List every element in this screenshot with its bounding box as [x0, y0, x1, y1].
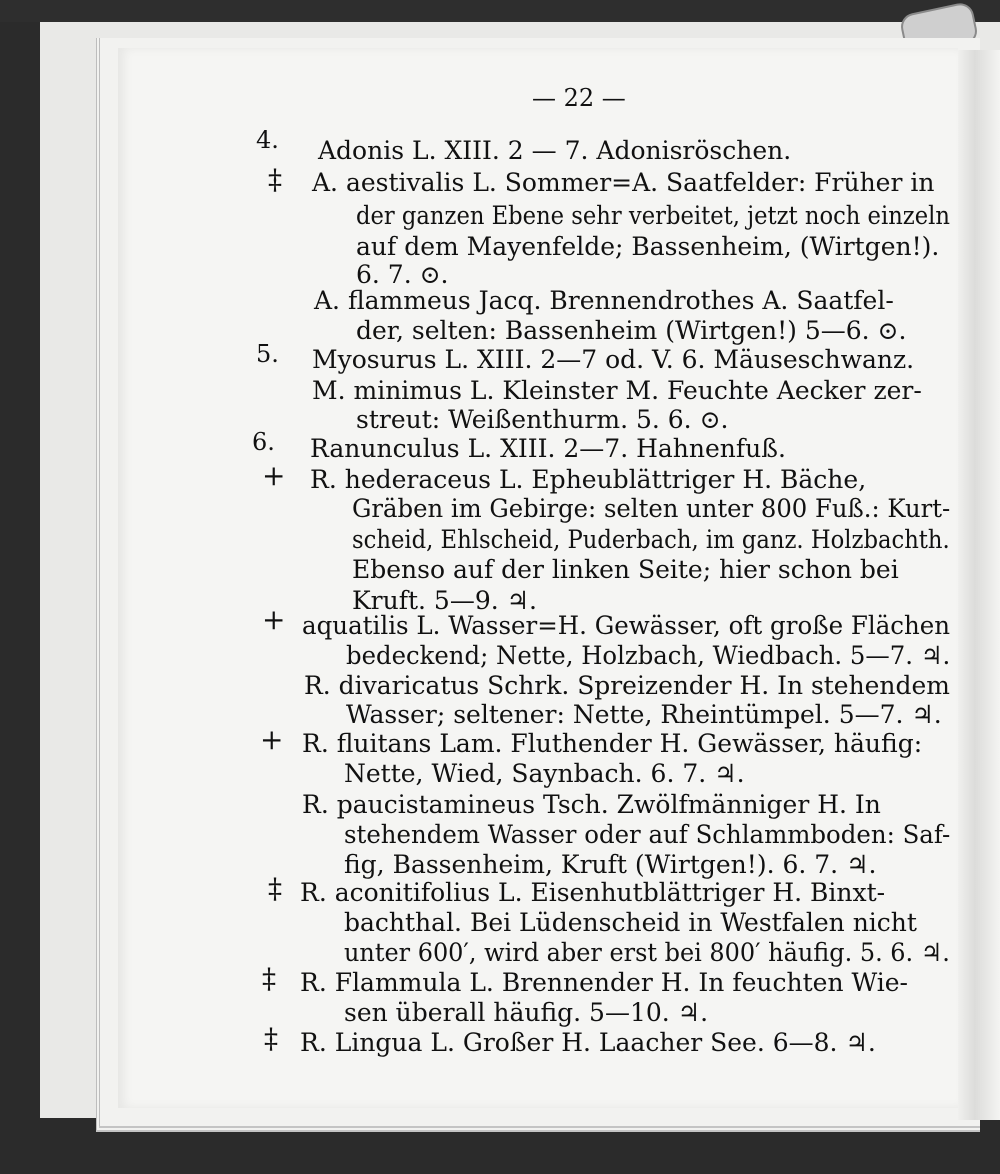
line-9-text: M. minimus L. Kleinster M. Feuchte Aecker zer-: [312, 376, 922, 405]
line-31-marker: ‡: [264, 1022, 278, 1055]
line-5-text: 6. 7. ⊙.: [356, 260, 449, 289]
book-cover-left: [0, 0, 40, 1174]
page-number: — 22 —: [532, 84, 626, 112]
line-1-marker: 4.: [256, 126, 279, 154]
line-4-text: auf dem Mayenfelde; Bassenheim, (Wirtgen!).: [356, 232, 940, 261]
line-21-marker: +: [260, 723, 284, 756]
line-30-text: sen überall häufig. 5—10. ♃.: [344, 998, 709, 1027]
line-11-marker: 6.: [252, 428, 275, 456]
line-16-text: Kruft. 5—9. ♃.: [352, 586, 537, 615]
line-23-text: R. paucistamineus Tsch. Zwölfmänniger H. In: [302, 790, 881, 819]
line-28-text: unter 600′, wird aber erst bei 800′ häufig. 5. 6. ♃.: [344, 938, 950, 967]
line-14-text: scheid, Ehlscheid, Puderbach, im ganz. Holzbachth.: [352, 525, 950, 554]
line-31-text: R. Lingua L. Großer H. Laacher See. 6—8. ♃.: [300, 1028, 876, 1057]
line-26-marker: ‡: [268, 872, 282, 905]
line-2-text: A. aestivalis L. Sommer=A. Saatfelder: Früher in: [312, 168, 935, 197]
line-10-text: streut: Weißenthurm. 5. 6. ⊙.: [356, 405, 729, 434]
book-cover-top: [0, 0, 1000, 22]
line-26-text: R. aconitifolius L. Eisenhutblättriger H. Binxt-: [300, 878, 886, 907]
line-18-text: bedeckend; Nette, Holzbach, Wiedbach. 5—7. ♃.: [346, 641, 951, 670]
line-25-text: fig, Bassenheim, Kruft (Wirtgen!). 6. 7. ♃.: [344, 850, 877, 879]
line-21-text: R. fluitans Lam. Fluthender H. Gewässer, häufig:: [302, 729, 923, 758]
line-19-text: R. divaricatus Schrk. Spreizender H. In stehendem: [304, 671, 950, 700]
line-2-marker: ‡: [268, 163, 282, 196]
line-17-text: aquatilis L. Wasser=H. Gewässer, oft große Flächen: [302, 611, 951, 640]
line-24-text: stehendem Wasser oder auf Schlammboden: Saf-: [344, 820, 951, 849]
line-12-marker: +: [262, 459, 286, 492]
line-29-marker: ‡: [262, 962, 276, 995]
line-3-text: der ganzen Ebene sehr verbeitet, jetzt noch einzeln: [356, 201, 950, 230]
line-17-marker: +: [262, 603, 286, 636]
line-8-text: Myosurus L. XIII. 2—7 od. V. 6. Mäuseschwanz.: [312, 345, 915, 374]
line-8-marker: 5.: [256, 340, 279, 368]
line-15-text: Ebenso auf der linken Seite; hier schon bei: [352, 555, 899, 584]
line-20-text: Wasser; seltener: Nette, Rheintümpel. 5—7. ♃.: [346, 700, 942, 729]
line-27-text: bachthal. Bei Lüdenscheid in Westfalen nicht: [344, 908, 917, 937]
line-11-text: Ranunculus L. XIII. 2—7. Hahnenfuß.: [310, 434, 786, 463]
line-22-text: Nette, Wied, Saynbach. 6. 7. ♃.: [344, 759, 745, 788]
line-29-text: R. Flammula L. Brennender H. In feuchten Wie-: [300, 968, 908, 997]
line-6-text: A. flammeus Jacq. Brennendrothes A. Saatfel-: [314, 286, 894, 315]
book-gutter: [958, 50, 1000, 1120]
line-13-text: Gräben im Gebirge: selten unter 800 Fuß.: Kurt-: [352, 494, 951, 523]
line-12-text: R. hederaceus L. Epheublättriger H. Bäche,: [310, 465, 867, 494]
line-7-text: der, selten: Bassenheim (Wirtgen!) 5—6. ⊙.: [356, 316, 907, 345]
line-1-text: Adonis L. XIII. 2 — 7. Adonisröschen.: [318, 136, 792, 165]
